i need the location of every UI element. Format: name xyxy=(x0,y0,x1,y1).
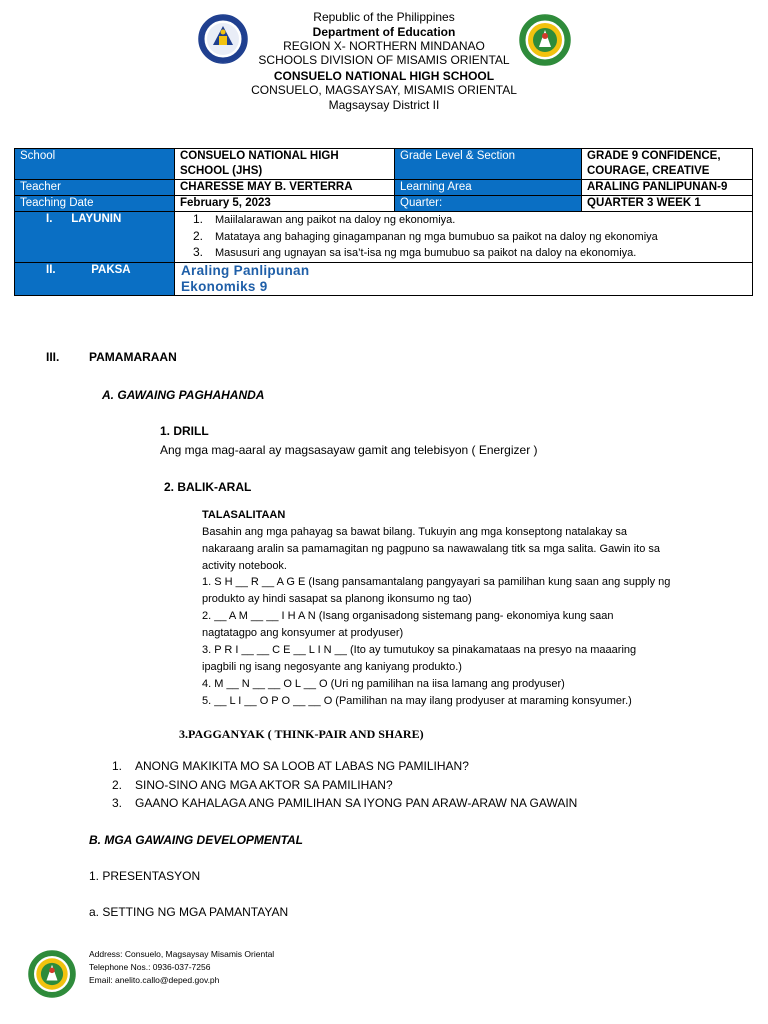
talasalitaan-line: 4. M __ N __ __ O L __ O (Uri ng pamilihan na iisa lamang ang prodyuser) xyxy=(202,678,565,690)
header-division: SCHOOLS DIVISION OF MISAMIS ORIENTAL xyxy=(258,53,510,67)
talasalitaan-line: nakaraang aralin sa pamamagitan ng pagpuno sa nawawalang titk sa mga salita. Gawin ito sa xyxy=(202,543,660,555)
paksa-line-2: Ekonomiks 9 xyxy=(181,278,268,294)
header-district: Magsaysay District II xyxy=(328,98,440,112)
list-item: 3. Masusuri ang ugnayan sa isa’t-isa ng mga bumubuo sa paikot na daloy na ekonomiya. xyxy=(193,245,637,259)
teacher-label: Teacher xyxy=(15,180,175,196)
presentasyon-title: 1. PRESENTASYON xyxy=(89,869,201,883)
quarter-label: Quarter: xyxy=(395,196,582,212)
header-address: CONSUELO, MAGSAYSAY, MISAMIS ORIENTAL xyxy=(251,83,517,97)
question-number: 1. xyxy=(112,759,123,773)
paksa-number: II. xyxy=(46,263,56,276)
drill-title: 1. DRILL xyxy=(160,424,209,438)
table-row xyxy=(15,149,753,180)
question-number: 3. xyxy=(112,796,123,810)
setting-title: a. SETTING NG MGA PAMANTAYAN xyxy=(89,905,289,919)
table-row xyxy=(15,212,753,263)
question-text: SINO-SINO ANG MGA AKTOR SA PAMILIHAN? xyxy=(135,778,393,792)
teacher-value: CHARESSE MAY B. VERTERRA xyxy=(175,180,395,196)
talasalitaan-line: activity notebook. xyxy=(202,560,287,572)
learning-area-label: Learning Area xyxy=(395,180,582,196)
drill-text: Ang mga mag-aaral ay magsasayaw gamit ang telebisyon ( Energizer ) xyxy=(160,443,538,457)
section-3-number: III. xyxy=(46,350,60,364)
talasalitaan-title: TALASALITAAN xyxy=(202,509,286,521)
balik-aral-title: 2. BALIK-ARAL xyxy=(164,480,252,494)
pagganyak-title: 3.PAGGANYAK ( THINK-PAIR AND SHARE) xyxy=(179,727,424,741)
header-school: CONSUELO NATIONAL HIGH SCHOOL xyxy=(273,69,495,83)
question-number: 2. xyxy=(112,778,123,792)
objectives-cell xyxy=(175,212,753,263)
header-republic: Republic of the Philippines xyxy=(313,10,455,24)
layunin-label: LAYUNIN xyxy=(71,213,122,225)
section-3-title: PAMAMARAAN xyxy=(89,350,177,364)
table-row xyxy=(15,180,753,196)
grade-value: GRADE 9 CONFIDENCE, COURAGE, CREATIVE xyxy=(582,149,753,180)
talasalitaan-line: ipagbili ng isang negosyante ang kaniyang produkto.) xyxy=(202,661,462,673)
talasalitaan-line: Basahin ang mga pahayag sa bawat bilang. Tukuyin ang mga konseptong natalakay sa xyxy=(202,526,628,538)
talasalitaan-line: 5. __ L I __ O P O __ __ O (Pamilihan na may ilang prodyuser at maraming konsyumer.) xyxy=(202,695,632,707)
layunin-label-cell xyxy=(15,212,175,263)
footer-telephone: Telephone Nos.: 0936-037-7256 xyxy=(89,962,211,972)
talasalitaan-line: produkto ay hindi sasapat sa planong ikonsumo ng tao) xyxy=(202,593,472,605)
learning-area-value: ARALING PANLIPUNAN-9 xyxy=(582,180,753,196)
footer-email: Email: anelito.callo@deped.gov.ph xyxy=(89,975,220,985)
talasalitaan-line: nagtatagpo ang konsyumer at prodyuser) xyxy=(202,627,404,639)
footer-address: Address: Consuelo, Magsaysay Misamis Oriental xyxy=(89,949,275,959)
grade-label: Grade Level & Section xyxy=(395,149,582,180)
objectives-list xyxy=(189,212,747,262)
paksa-line-1: Araling Panlipunan xyxy=(181,262,310,278)
school-label: School xyxy=(15,149,175,180)
header-region: REGION X- NORTHERN MINDANAO xyxy=(283,39,485,53)
question-text: GAANO KAHALAGA ANG PAMILIHAN SA IYONG PAN ARAW-ARAW NA GAWAIN xyxy=(135,796,578,810)
teaching-date-value: February 5, 2023 xyxy=(175,196,395,212)
layunin-number: I. xyxy=(46,213,53,225)
lesson-info-table xyxy=(14,148,753,296)
question-text: ANONG MAKIKITA MO SA LOOB AT LABAS NG PAMILIHAN? xyxy=(135,759,469,773)
list-item: 1. Maiilalarawan ang paikot na daloy ng ekonomiya. xyxy=(193,212,456,226)
gawaing-developmental-title: B. MGA GAWAING DEVELOPMENTAL xyxy=(89,833,304,847)
talasalitaan-line: 1. S H __ R __ A G E (Isang pansamantalang pangyayari sa pamilihan kung saan ang supply ng xyxy=(202,576,671,588)
quarter-value: QUARTER 3 WEEK 1 xyxy=(582,196,753,212)
table-row xyxy=(15,196,753,212)
school-seal-icon xyxy=(28,950,76,998)
talasalitaan-line: 3. P R I __ __ C E __ L I N __ (Ito ay tumutukoy sa pinakamataas na presyo na maaaring xyxy=(202,644,637,656)
gawaing-paghahanda-title: A. GAWAING PAGHAHANDA xyxy=(102,388,265,402)
header-department: Department of Education xyxy=(312,25,456,39)
teaching-date-label: Teaching Date xyxy=(15,196,175,212)
paksa-label-cell xyxy=(15,262,175,295)
paksa-cell xyxy=(175,262,753,295)
paksa-label: PAKSA xyxy=(91,263,131,276)
talasalitaan-line: 2. __ A M __ __ I H A N (Isang organisadong sistemang pang- ekonomiya kung saan xyxy=(202,610,614,622)
table-row xyxy=(15,262,753,295)
list-item: 2. Matataya ang bahaging ginagampanan ng mga bumubuo sa paikot na daloy ng ekonomiya xyxy=(193,228,658,243)
school-value: CONSUELO NATIONAL HIGH SCHOOL (JHS) xyxy=(175,149,395,180)
